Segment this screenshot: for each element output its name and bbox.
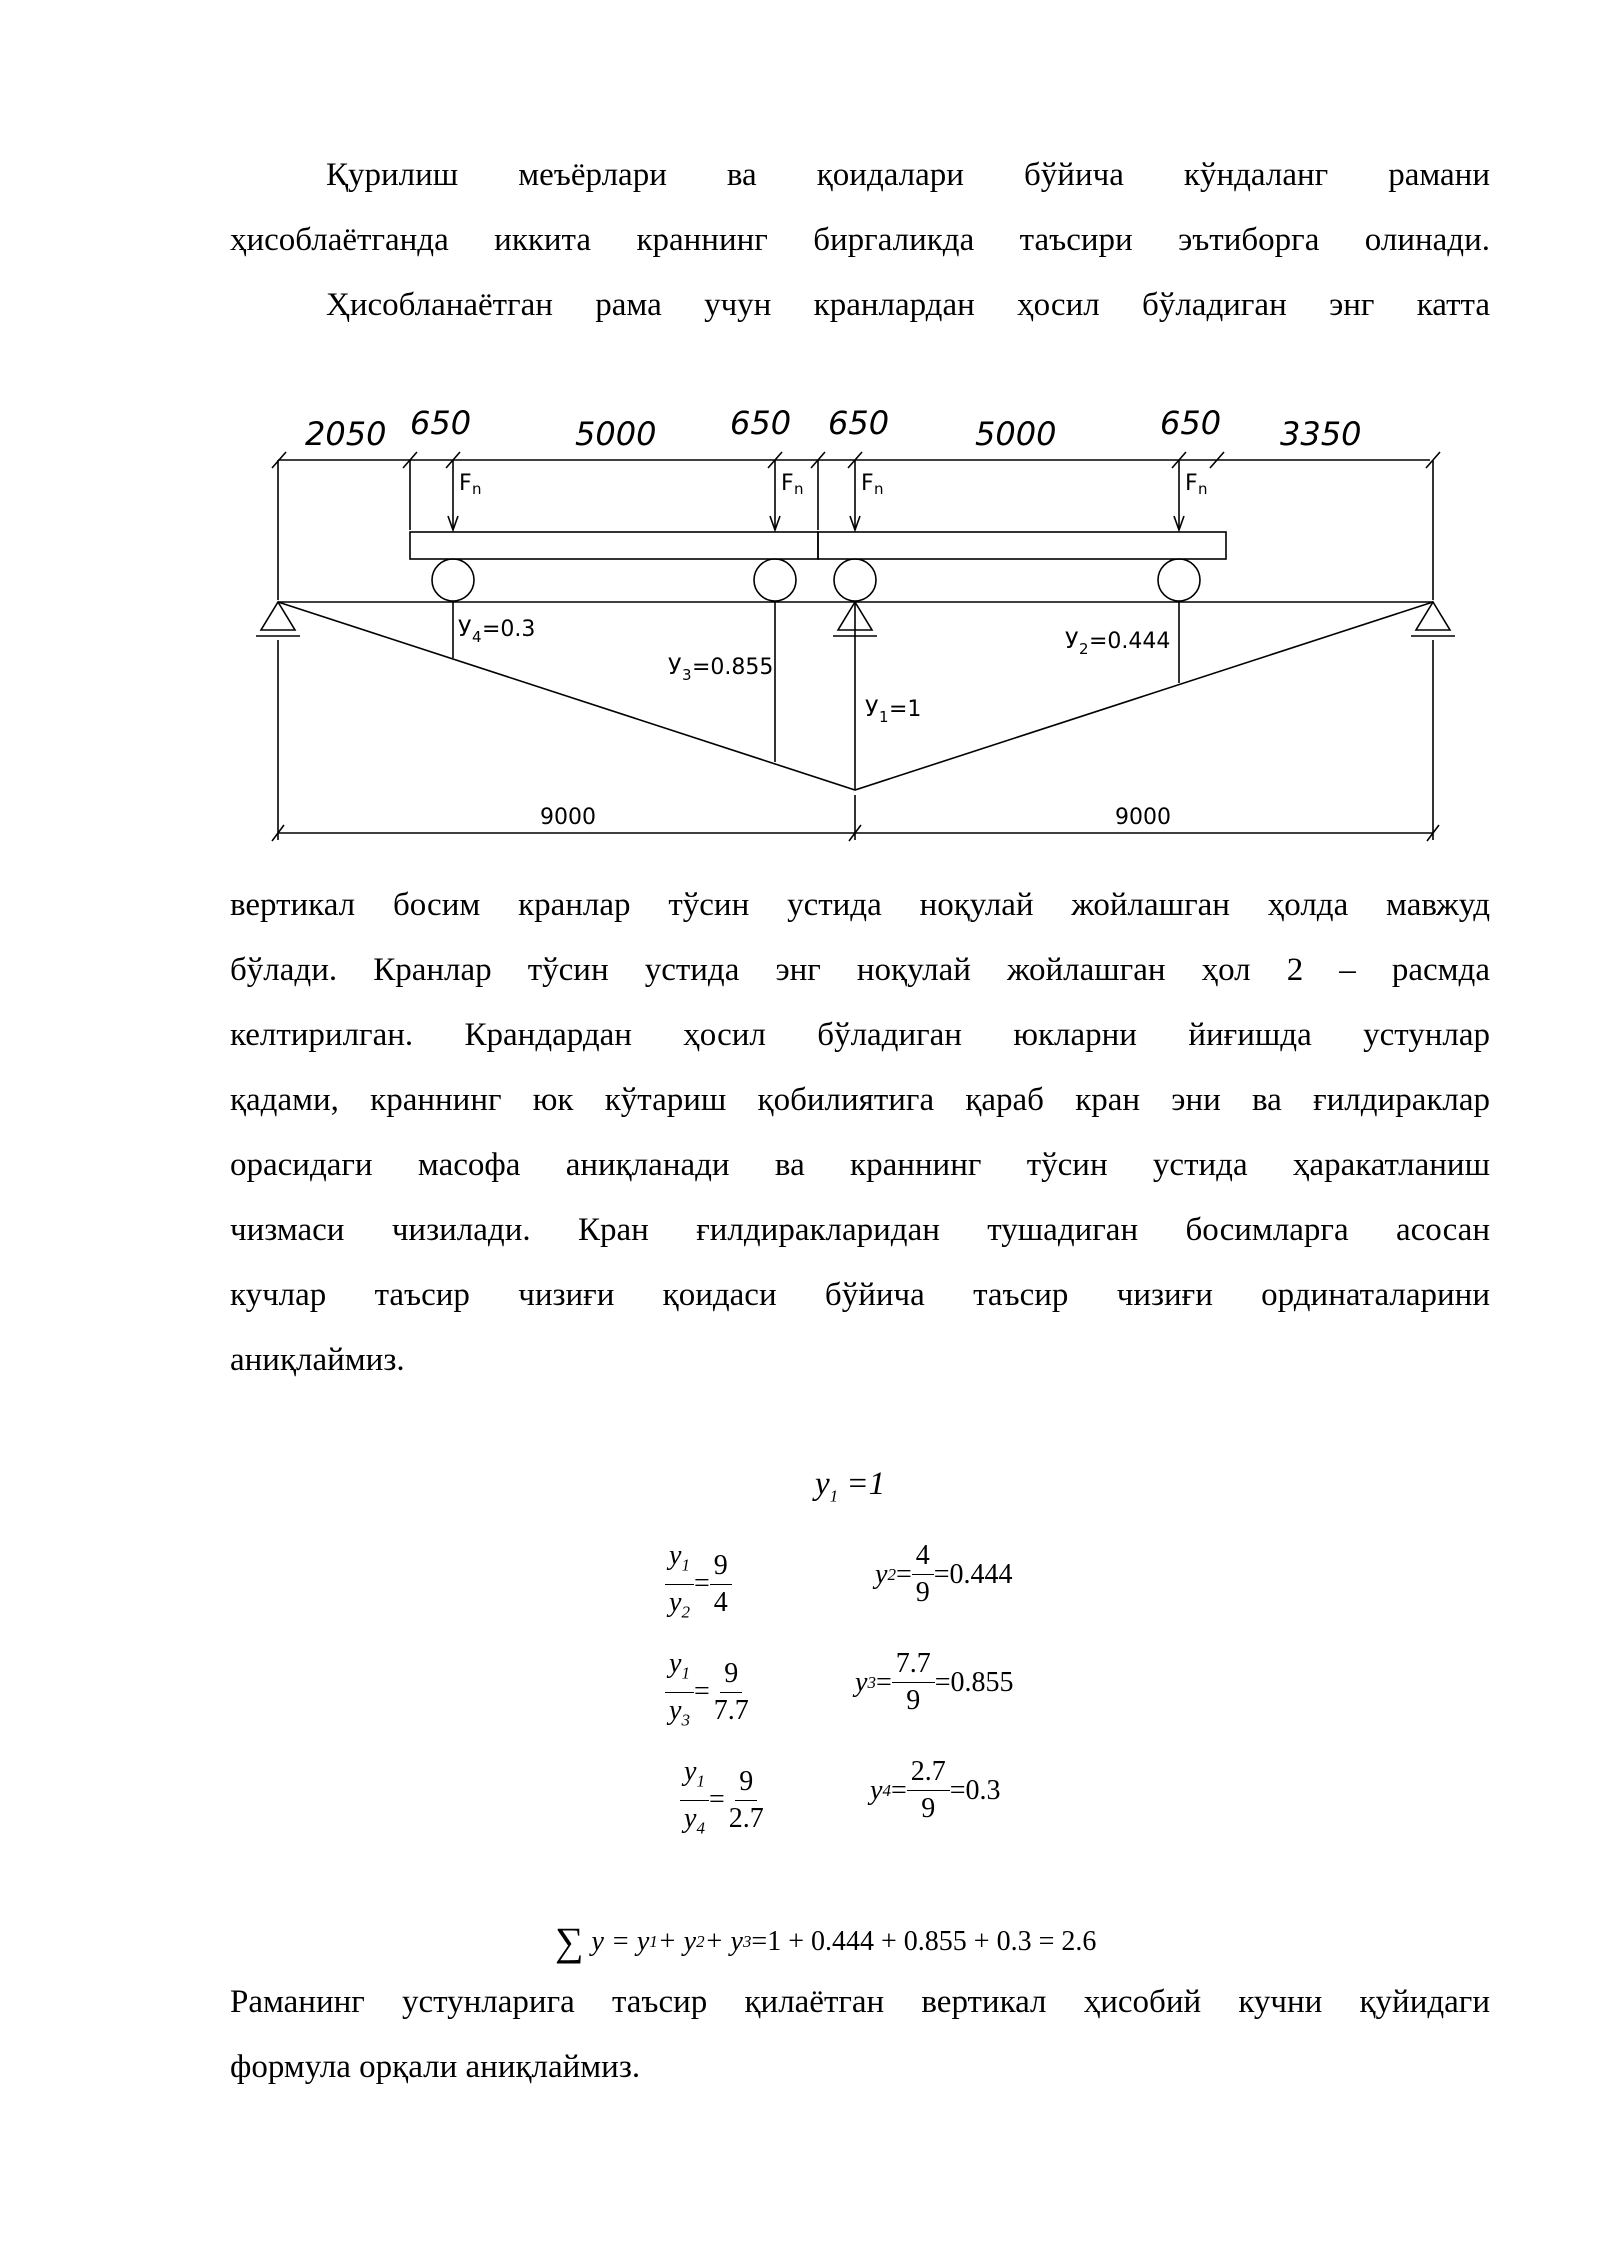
svg-text:У: У <box>1065 629 1079 654</box>
ordinate-label-y2 <box>1065 629 1170 658</box>
force-label <box>781 471 804 498</box>
svg-text:=0.444: =0.444 <box>1089 629 1171 654</box>
text-line: қадами, краннинг юк кўтариш қобилиятига қараб кран эни ва ғилдираклар <box>230 1082 1490 1118</box>
ordinate-label-y4 <box>458 617 535 646</box>
equation-row: $\frac{y_1}{y_4}$ = $\frac{9}{2.7}$ <box>680 1754 768 1846</box>
dim-label: 650 <box>828 404 890 442</box>
equation-row: $\frac{y_1}{y_3}$ = $\frac{9}{7.7}$ <box>665 1646 753 1738</box>
dim-label: 2050 <box>305 415 387 453</box>
svg-text:F: F <box>459 471 472 496</box>
crane-wheel <box>1158 559 1200 601</box>
crane-wheel <box>834 559 876 601</box>
svg-text:У: У <box>458 617 472 642</box>
svg-text:У: У <box>865 697 879 722</box>
text-line: ҳисоблаётганда иккита краннинг биргаликда таъсири эътиборга олинади. <box>230 222 1490 258</box>
force-label <box>1185 471 1208 498</box>
force-arrows <box>448 460 1184 530</box>
text-line: бўлади. Кранлар тўсин устида энг ноқулай жойлашган ҳол 2 – расмда <box>230 952 1490 988</box>
text-line: Қурилиш меъёрлари ва қоидалари бўйича кўндаланг рамани <box>326 157 1490 193</box>
equation-sum: ∑ y = y 1 + y 2 + y 3 =1 + 0.444 + 0.855 + 0.3 = 2.6 <box>555 1919 1097 1964</box>
svg-text:F: F <box>861 471 874 496</box>
paragraph-2 <box>230 873 1490 1393</box>
dim-label: 650 <box>410 404 472 442</box>
equation-row: $\frac{y_1}{y_2}$ = $\frac{9}{4}$ <box>665 1538 732 1630</box>
dim-label: 9000 <box>1115 805 1171 830</box>
svg-text:n: n <box>794 480 804 498</box>
svg-text:4: 4 <box>472 628 482 646</box>
text-line: Раманинг устунларига таъсир қилаётган вертикал ҳисобий кучни қуйидаги <box>230 1984 1490 2020</box>
svg-text:3: 3 <box>682 666 692 684</box>
equation-row: y 2 = $\frac{4}{9}$ = 0.444 <box>875 1540 1013 1608</box>
svg-text:F: F <box>1185 471 1198 496</box>
svg-text:2: 2 <box>1079 640 1089 658</box>
dim-label: 5000 <box>975 415 1057 453</box>
svg-text:n: n <box>1198 480 1208 498</box>
dim-label: 650 <box>1160 404 1222 442</box>
ordinate-label-y1 <box>865 697 921 726</box>
text-line: Ҳисобланаётган рама учун кранлардан ҳосил бўладиган энг катта <box>326 287 1490 323</box>
svg-text:1: 1 <box>879 708 889 726</box>
svg-text:F: F <box>781 471 794 496</box>
paragraph-3 <box>230 1970 1490 2100</box>
paragraph-1 <box>230 143 1490 338</box>
text-line: аниқлаймиз. <box>230 1342 405 1378</box>
crane-bridge-right <box>818 532 1226 559</box>
text-line: келтирилган. Крандардан ҳосил бўладиган юкларни йиғишда устунлар <box>230 1017 1490 1053</box>
crane-wheel <box>432 559 474 601</box>
text-line: орасидаги масофа аниқланади ва краннинг тўсин устида ҳаракатланиш <box>230 1147 1490 1183</box>
svg-text:У: У <box>668 655 682 680</box>
text-line: чизмаси чизилади. Кран ғилдиракларидан тушадиган босимларга асосан <box>230 1212 1490 1248</box>
force-label <box>459 471 482 498</box>
text-line: кучлар таъсир чизиғи қоидаси бўйича таъсир чизиғи ординаталарини <box>230 1277 1490 1313</box>
influence-line-diagram <box>250 400 1480 860</box>
dim-label: 9000 <box>540 805 596 830</box>
equation-y1: $y_1 =1$ <box>815 1466 886 1506</box>
text-line: формула орқали аниқлаймиз. <box>230 2049 641 2085</box>
force-label <box>861 471 884 498</box>
crane-bridge-left <box>410 532 818 559</box>
svg-text:n: n <box>472 480 482 498</box>
ordinate-label-y3 <box>668 655 773 684</box>
equation-row: y 3 = $\frac{7.7}{9}$ = 0.855 <box>855 1648 1014 1716</box>
svg-text:=1: =1 <box>889 697 922 722</box>
crane-wheel <box>754 559 796 601</box>
svg-text:n: n <box>874 480 884 498</box>
dim-label: 5000 <box>575 415 657 453</box>
svg-text:=0.3: =0.3 <box>482 617 536 642</box>
svg-text:=0.855: =0.855 <box>692 655 774 680</box>
text-line: вертикал босим кранлар тўсин устида ноқулай жойлашган ҳолда мавжуд <box>230 887 1490 923</box>
equation-row: y 4 = $\frac{2.7}{9}$ = 0.3 <box>870 1756 1001 1824</box>
dim-label: 650 <box>730 404 792 442</box>
dim-label: 3350 <box>1280 415 1362 453</box>
